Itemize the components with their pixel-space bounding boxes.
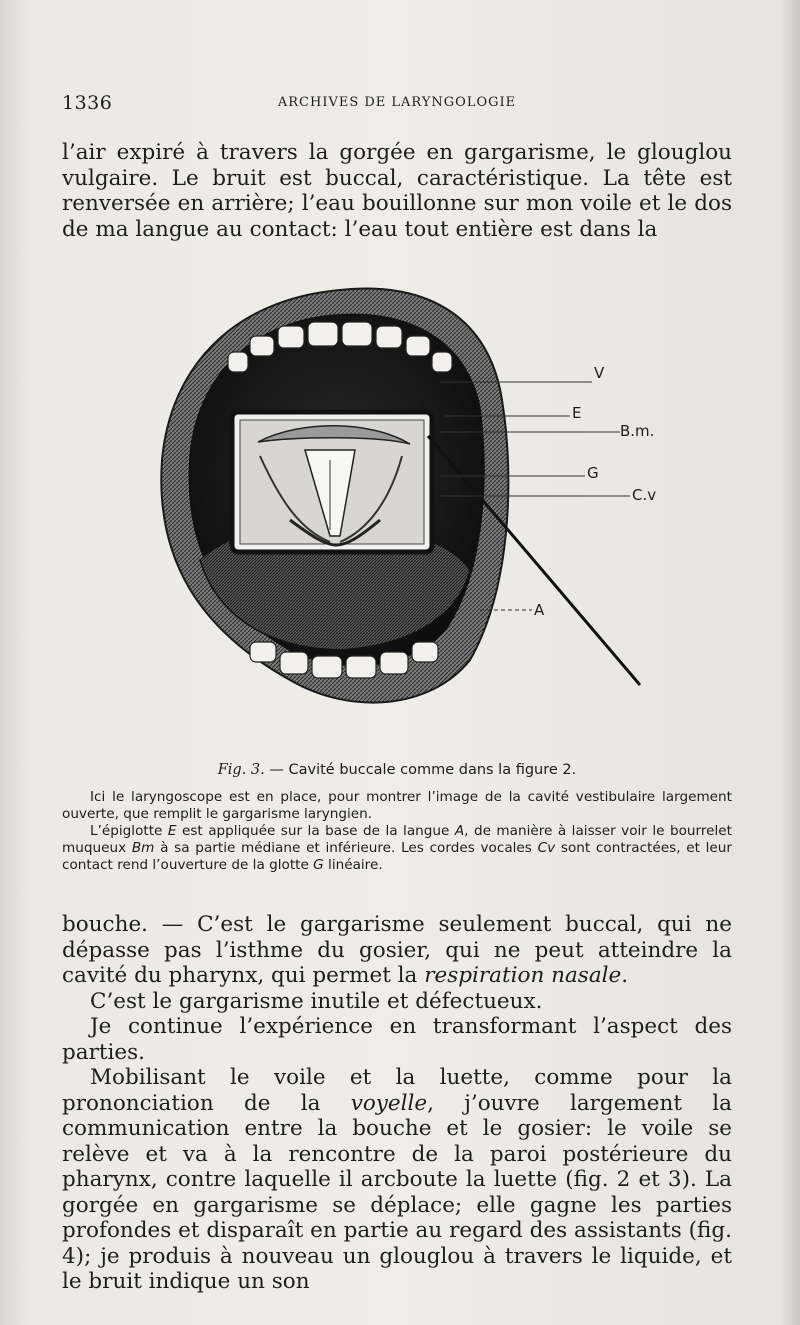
figure-mouth-illustration: [140, 260, 660, 760]
bottom-p4-b: , j’ouvre largement la communication entre la bouche et le gosier: le voile se relève et va à la rencontre de la paroi postérieure du pharynx, contre laquelle il arcboute la luette (fig. 2 et 3). La gorgée en gargarisme se déplace; elle gagne les parties profondes et disparaît en partie au regard des assistants (fig. 4); je produis à nouveau un glouglou à travers le liquide, et le bruit indique un son: [62, 1090, 732, 1294]
bottom-p4-a: Mobilisant le voile et la luette, comme pour la prononciation de la: [62, 1065, 732, 1116]
label-cv: C.v: [632, 486, 657, 504]
caption-p2-d: à sa partie médiane et inférieure. Les cordes vocales: [154, 840, 538, 856]
bottom-p1-em: respiration nasale: [424, 963, 622, 988]
caption-fig-label: Fig. 3.: [217, 762, 265, 778]
caption-p2-c: , de manière à laisser voir le bourrelet muqueux: [62, 823, 733, 856]
journal-title: ARCHIVES DE LARYNGOLOGIE: [277, 95, 517, 110]
bottom-p1-b: .: [621, 963, 629, 988]
bottom-paragraph-1: [62, 912, 732, 989]
bottom-p4-em: voyelle: [350, 1090, 428, 1116]
figure-caption: [62, 762, 732, 874]
caption-fig-title: — Cavité buccale comme dans la figure 2.: [264, 762, 577, 778]
bottom-paragraph-3: Je continue l’expérience en transformant l’aspect des parties.: [62, 1014, 732, 1065]
caption-p2-a: L’épiglotte: [90, 823, 168, 839]
top-paragraph-text: l’air expiré à travers la gorgée en gargarisme, le glouglou vulgaire. Le bruit est buccal, caractéristique. La tête est renversée en arrière; l’eau bouillonne sur mon voile et le dos de ma langue au contact: l’eau tout entière est dans la: [62, 140, 732, 242]
running-head: [62, 92, 732, 116]
top-paragraph: [62, 140, 732, 242]
label-e: E: [572, 404, 582, 422]
bottom-text: [62, 912, 732, 1295]
bottom-p1-a: bouche. — C’est le gargarisme seulement buccal, qui ne dépasse pas l’isthme du gosier, qui ne peut atteindre la cavité du pharynx, qui permet la: [62, 912, 732, 988]
label-v: V: [594, 364, 605, 382]
caption-p2-bm: Bm: [131, 840, 155, 856]
caption-paragraph-2: [62, 823, 732, 874]
caption-p2-g: G: [313, 857, 324, 873]
caption-p2-e2: sont contractées, et leur contact rend l’ouverture de la glotte: [62, 840, 732, 873]
caption-p2-b: est appliquée sur la base de la langue: [176, 823, 455, 839]
bottom-paragraph-2: C’est le gargarisme inutile et défectueux.: [90, 988, 543, 1014]
caption-p2-a-letter: A: [454, 823, 465, 839]
label-g: G: [587, 464, 599, 482]
laryngoscope-mirror: [232, 412, 432, 552]
label-bm: B.m.: [620, 422, 655, 440]
page-number: 1336: [62, 92, 113, 114]
caption-p2-cv: Cv: [537, 840, 556, 856]
mouth-drawing: [140, 260, 660, 760]
caption-p2-f: linéaire.: [323, 857, 383, 873]
bottom-paragraph-4: [62, 1065, 732, 1295]
caption-title: [62, 762, 732, 779]
caption-paragraph-1: Ici le laryngoscope est en place, pour montrer l’image de la cavité vestibulaire largement ouverte, que remplit le gargarisme laryngien.: [62, 789, 732, 822]
label-a: A: [534, 601, 545, 619]
caption-p2-e: E: [167, 823, 177, 839]
